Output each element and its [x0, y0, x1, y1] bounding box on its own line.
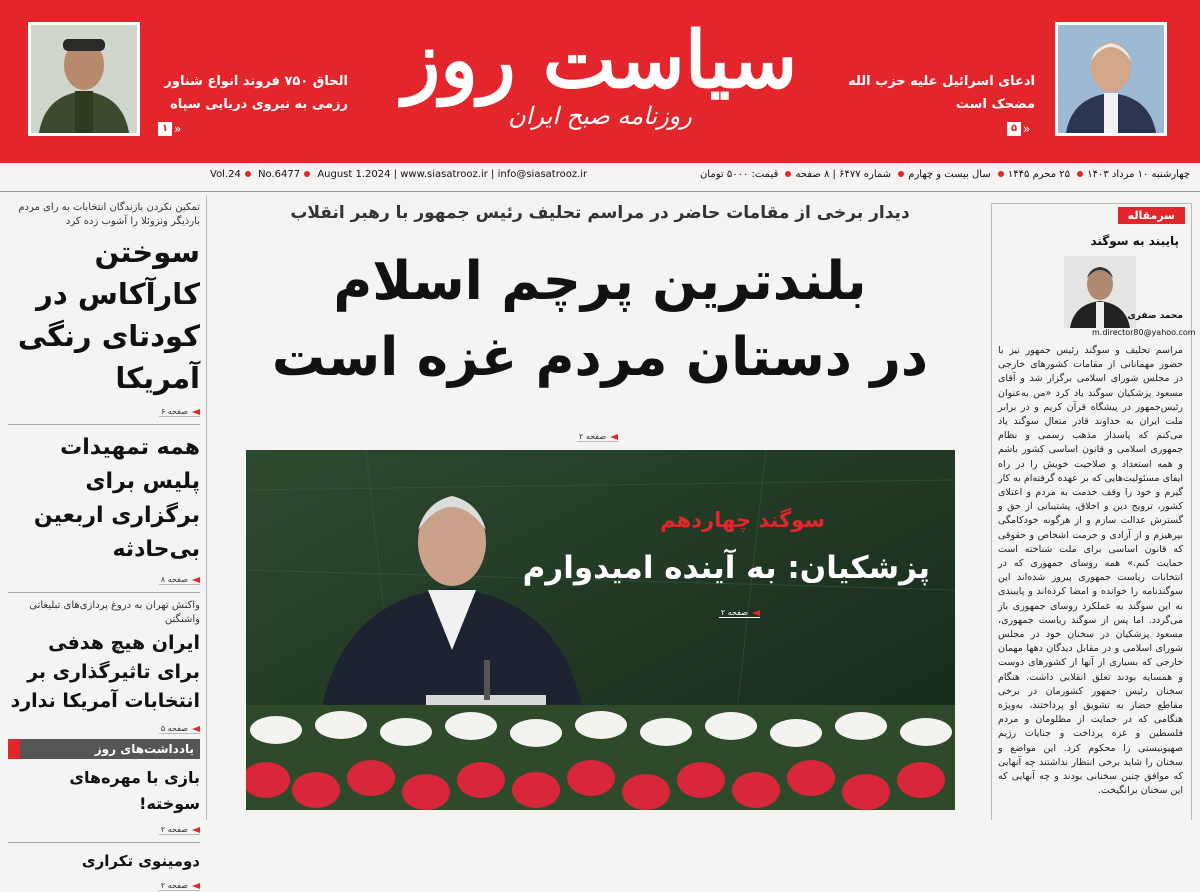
- page-ref[interactable]: صفحه ۸: [159, 575, 200, 585]
- note-headline[interactable]: بازی با مهره‌های سوخته!: [69, 768, 200, 813]
- teaser-right[interactable]: [835, 22, 1175, 142]
- price: قیمت: ۵۰۰۰ تومان: [699, 169, 779, 180]
- logo-subtitle: روزنامه صبح ایران: [508, 102, 692, 130]
- page-ref[interactable]: صفحه ۲: [719, 608, 760, 618]
- teaser-right-page: [1007, 122, 1030, 136]
- headline-line-2: در دستان مردم غزه است: [271, 327, 929, 388]
- teaser-left-page: [158, 122, 181, 136]
- page-number: ۱: [158, 122, 172, 136]
- teaser-right-text: ادعای اسرائیل علیه حزب الله مضحک است: [848, 74, 1035, 112]
- divider: [8, 592, 200, 593]
- editorial-title[interactable]: پایبند به سوگند: [1090, 234, 1179, 248]
- page-number: ۵: [1007, 122, 1021, 136]
- headline-line-1: بلندترین پرچم اسلام: [333, 251, 867, 312]
- note-headline[interactable]: دومینوی تکراری: [81, 852, 200, 870]
- parliament-photo: [246, 450, 955, 810]
- issue-no: No.6477: [258, 169, 301, 180]
- page-ref[interactable]: صفحه ۲: [159, 825, 200, 835]
- date-persian: چهارشنبه ۱۰ مرداد ۱۴۰۳: [1087, 169, 1190, 180]
- author-photo: [1064, 256, 1136, 328]
- author-name: محمد صفری: [1127, 311, 1183, 321]
- newspaper-logo[interactable]: [395, 6, 805, 156]
- story-headline[interactable]: سوختن کارآکاس در کودتای رنگی آمریکا: [17, 235, 200, 395]
- divider: [8, 842, 200, 843]
- left-column: [0, 195, 207, 890]
- logo-text: سیاست روز: [402, 15, 798, 106]
- issue-info: چهارشنبه ۱۰ مرداد ۱۴۰۳ ۲۵ محرم ۱۴۴۵ سال بیست و چهارم شماره ۶۴۷۷ | ۸ صفحه قیمت: ۵۰۰۰ تومان: [699, 169, 1190, 180]
- photo-kicker: سوگند چهاردهم: [660, 508, 825, 532]
- page-ref[interactable]: صفحه ۵: [159, 724, 200, 734]
- website-link[interactable]: www.siasatrooz.ir: [400, 169, 488, 180]
- double-chevron-icon: »: [1023, 122, 1031, 136]
- main-headline[interactable]: [250, 244, 950, 396]
- email-link[interactable]: info@siasatrooz.ir: [497, 169, 588, 180]
- page-ref[interactable]: صفحه ۶: [159, 407, 200, 417]
- teaser-left-text: الحاق ۷۵۰ فروند انواع شناور رزمی به نیروی دریایی سپاه: [164, 74, 348, 112]
- divider: [8, 424, 200, 425]
- photo-headline[interactable]: پزشکیان: به آینده امیدوارم: [522, 550, 930, 586]
- page-ref[interactable]: صفحه ۲: [577, 432, 618, 442]
- teaser-left[interactable]: [28, 22, 368, 142]
- author-email[interactable]: m.director80@yahoo.com: [1092, 328, 1196, 337]
- story-headline[interactable]: همه تمهیدات پلیس برای برگزاری اربعین بی‌حادثه: [33, 435, 200, 562]
- editorial-tag: سرمقاله: [1118, 207, 1185, 224]
- double-chevron-icon: »: [174, 122, 182, 136]
- date-hijri: ۲۵ محرم ۱۴۴۵: [1007, 169, 1071, 180]
- story-kicker: واکنش تهران به دروغ پردازی‌های تبلیغاتی واشنگتن: [29, 600, 200, 625]
- editorial-body: مراسم تحلیف و سوگند رئیس جمهور نیز با حضور مهمانانی از مقامات کشورهای خارجی در مجلس شورای اسلامی برگزار شد و آقای مسعود پزشکیان سوگند یاد کرد «من به‌عنوان رئیس‌جمهور در پیشگاه قرآن کریم و در برابر ملت ایران به خداوند قادر متعال سوگند یاد می‌کنم که پاسدار مذهب رسمی و نظام جمهوری اسلامی و قانون اساسی کشور باشم و همه استعداد و صلاحیت خویش را در راه ایفای مسئولیت‌هایی که بر عهده گرفته‌ام به کار گیرم و خود را وقف خدمت به مردم و اعتلای کشور، ترویج دین و اخلاق، پشتیبانی از حق و گسترش عدالت سازم و از هرگونه خودکامگی بپرهیزم و از آزادی و حرمت اشخاص و حقوقی که قانون اساسی برای ملت شناخته است حمایت کنم.» همه روسای جمهوری که در انتخابات ریاست جمهوری پیروز شده‌اند این سوگندنامه را خوانده و امضا کرده‌اند و پایبندی به این سوگند به عملکرد روسای جمهوری باز می‌گردد. اما پس از سوگند ریاست جمهوری، مسعود پزشکیان در سخنان خود در مجلس شورای اسلامی و در مقابل دیدگان دهها مهمان خارجی که بسیاری از آنها از کشورهای دوست و همسایه بودند تعلق انقلابی داشت. هنگام سخنان رئیس جمهور کشورمان در برخی مقاطع حضار به تشویق او پرداختند، به‌ویژه هنگامی که در حمایت از مظلومان و مردم فلسطین و غزه پرداخت و جنایات رژیم صهیونیستی را محکوم کرد. این مواضع و سخنان را شاید برخی انتظار نداشتند چه آنهایی که موافق چنین سخنانی بودند و چه آنهایی که این سخنان برانگیخت.: [998, 345, 1183, 797]
- info-bar: [0, 163, 1200, 192]
- page-count: ۸ صفحه: [795, 169, 830, 180]
- volume: Vol.24: [210, 169, 241, 180]
- commander-photo: [28, 22, 140, 136]
- issue-number: شماره ۶۴۷۷: [839, 169, 892, 180]
- year-label: سال بیست و چهارم: [908, 169, 991, 180]
- date-english: August 1.2024: [317, 169, 391, 180]
- notes-section-header: یادداشت‌های روز: [8, 739, 200, 759]
- story-kicker: تمکین نکردن بازندگان انتخابات به رای مردم بارذیگر ونزوئلا را آشوب زده کرد: [18, 202, 200, 227]
- main-photo[interactable]: [246, 450, 955, 810]
- politician-photo: [1055, 22, 1167, 136]
- main-kicker: دیدار برخی از مقامات حاضر در مراسم تحلیف رئیس جمهور با رهبر انقلاب: [290, 203, 910, 223]
- contact-info: Vol.24 No.6477 August 1.2024 | www.siasatrooz.ir | info@siasatrooz.ir: [210, 169, 588, 180]
- page-ref[interactable]: صفحه ۲: [159, 881, 200, 891]
- masthead: [0, 0, 1200, 163]
- editorial-column: [991, 203, 1196, 820]
- story-headline[interactable]: ایران هیچ هدفی برای تاثیرگذاری بر انتخابات آمریکا ندارد: [10, 632, 200, 712]
